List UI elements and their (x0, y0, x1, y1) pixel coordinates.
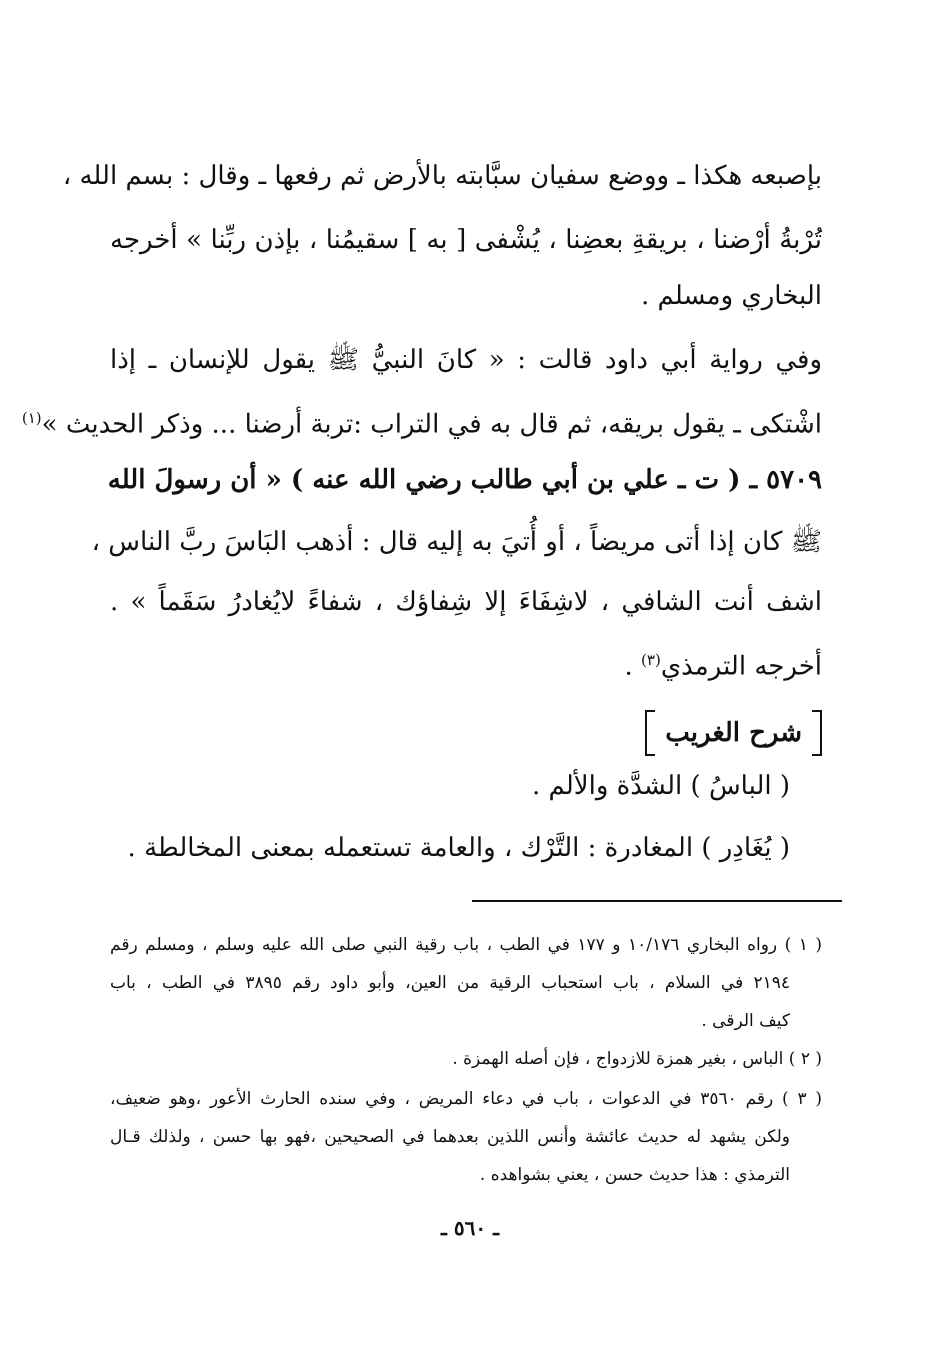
footnote-3-line-1: ( ٣ ) رقم ٣٥٦٠ في الدعوات ، باب في دعاء المريض ، وفي سنده الحارث الأعور ،وهو ضعيف، (110, 1089, 822, 1109)
footnote-1-line-3: كيف الرقى . (701, 1011, 790, 1031)
footnote-1-line-1: ( ١ ) رواه البخاري ١٠/١٧٦ و ١٧٧ في الطب ، باب رقية النبي صلى الله عليه وسلم ، ومسلم رقم (110, 935, 823, 955)
body-line-7 (91, 522, 822, 562)
body-line-1: بإصبعه هكذا ـ ووضع سفيان سبَّابته بالأرض ثم رفعها ـ وقال : بسم الله ، (62, 161, 822, 191)
footnote-separator (472, 900, 842, 902)
page-number: ـ ٥٦٠ ـ (441, 1216, 499, 1240)
body-line-5 (21, 398, 822, 445)
body-line-3: البخاري ومسلم . (641, 281, 822, 311)
body-line-2: تُرْبةُ أرْضنا ، بريقةِ بعضِنا ، يُشْفى [ به ] سقيمُنا ، بإذن ربِّنا » أخرجه (110, 225, 822, 255)
heading-text: شرح الغريب (665, 718, 802, 748)
footnote-marker-1: (١) (21, 409, 42, 427)
footnote-3-line-2: ولكن يشهد له حديث عائشة وأنس اللذين بعدهما في الصحيحين ،فهو بها حسن ، ولذلك قـال (110, 1127, 790, 1147)
footnote-3-line-3: الترمذي : هذا حديث حسن ، يعني بشواهده . (479, 1165, 790, 1185)
body-line-9: أخرجه الترمذي$^{(٣)}$ . (624, 651, 822, 682)
gloss-line-2: ( يُغَادِر ) المغادرة : التَّرْك ، والعامة تستعمله بمعنى المخالطة . (127, 833, 790, 863)
body-line-9-text: أخرجه الترمذي (660, 651, 822, 682)
heading-bracket-right (812, 710, 822, 756)
body-line-4: وفي رواية أبي داود قالت : « كانَ النبيُّ ﷺ يقول للإنسان ـ إذا (110, 345, 822, 375)
body-line-5-text: اشْتكى ـ يقول بريقه، ثم قال به في التراب :تربة أرضنا ... وذكر الحديث » (41, 409, 822, 440)
footnote-2: ( ٢ ) الباس ، بغير همزة للازدواج ، فإن أصله الهمزة . (452, 1049, 822, 1069)
body-line-7-text: ﷺ كان إذا أتى مريضاً ، أو أُتيَ به إليه قال : أذهب البَاسَ ربَّ الناس ، (91, 527, 822, 557)
section-heading (645, 708, 822, 758)
footnote-1-line-2: ٢١٩٤ في السلام ، باب استحباب الرقية من العين، وأبو داود رقم ٣٨٩٥ في الطب ، باب (110, 973, 790, 993)
hadith-header-line: ٥٧٠٩ ـ ( ت ـ علي بن أبي طالب رضي الله عنه ) « أن رسولَ الله (107, 465, 822, 495)
body-line-8: اشف أنت الشافي ، لاشِفَاءَ إلا شِفاؤك ، شفاءً لايُغادرُ سَقَماً » . (110, 587, 822, 617)
heading-bracket-left (645, 710, 655, 756)
footnote-marker-3: (٣) (641, 651, 661, 669)
gloss-line-1: ( الباسُ ) الشدَّة والألم . (532, 771, 790, 801)
